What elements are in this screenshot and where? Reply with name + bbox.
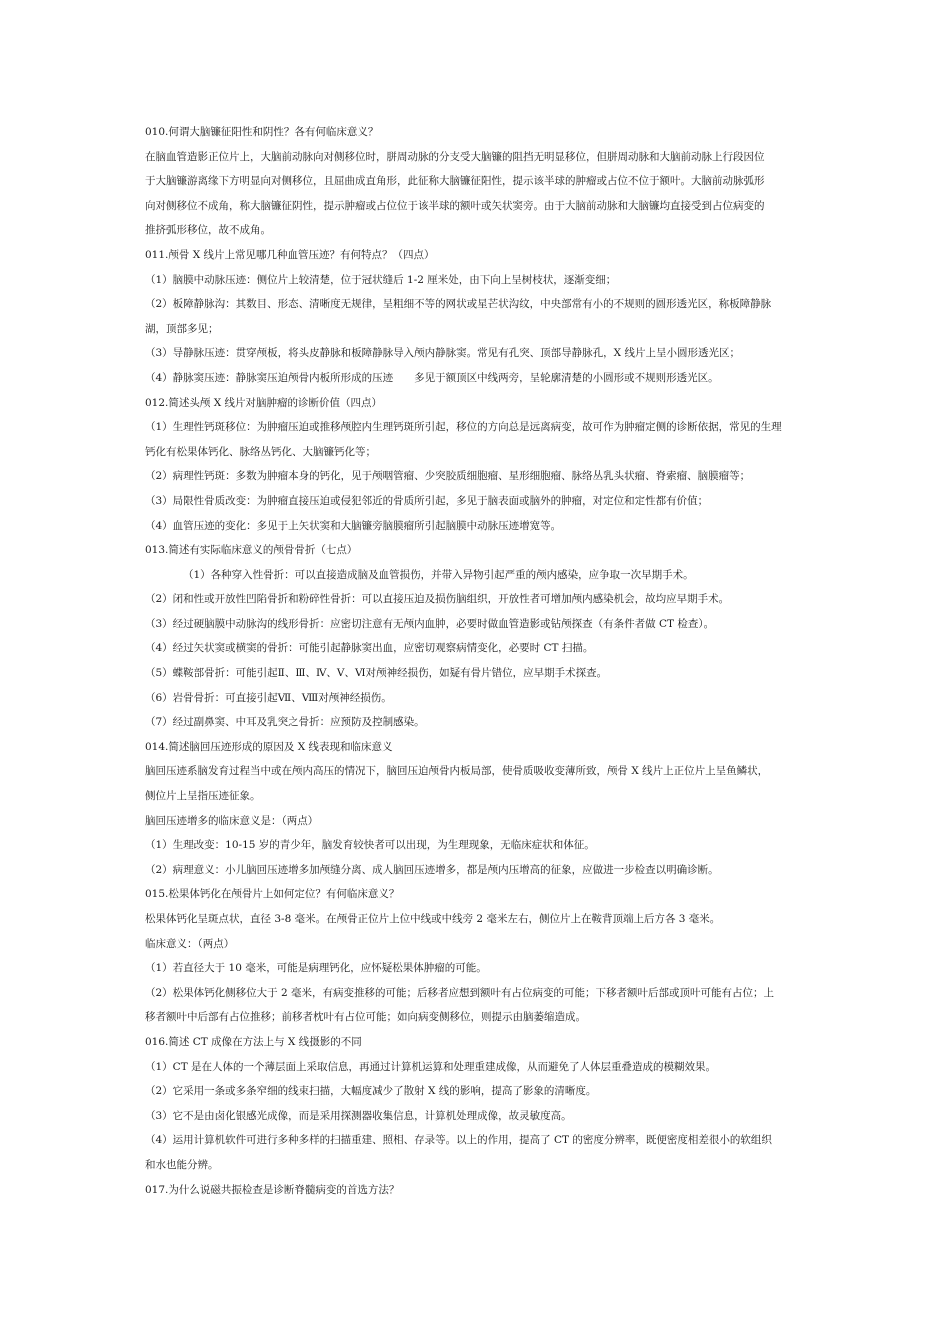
- answer-line: 推挤弧形移位，故不成角。: [145, 224, 271, 237]
- question-heading-015: 015.松果体钙化在颅骨片上如何定位？有何临床意义？: [145, 888, 400, 901]
- question-heading-014: 014.简述脑回压迹形成的原因及 X 线表现和临床意义: [145, 740, 393, 753]
- list-item: （6）岩骨骨折：可直接引起Ⅶ、Ⅷ对颅神经损伤。: [145, 691, 392, 704]
- list-item: （3）导静脉压迹：贯穿颅板，将头皮静脉和板障静脉导入颅内静脉窦。常见有孔突、顶部导静脉孔，X 线片上呈小圆形透光区；: [145, 347, 740, 360]
- list-item: （7）经过副鼻窦、中耳及乳突之骨折：应预防及控制感染。: [145, 716, 425, 729]
- list-item: 和水也能分辨。: [145, 1158, 219, 1171]
- list-item: 钙化有松果体钙化、脉络丛钙化、大脑镰钙化等；: [145, 445, 376, 458]
- question-heading-016: 016.简述 CT 成像在方法上与 X 线摄影的不同: [145, 1035, 362, 1048]
- list-item: （4）血管压迹的变化：多见于上矢状窦和大脑镰旁脑膜瘤所引起脑膜中动脉压迹增宽等。: [145, 519, 562, 532]
- list-item: （1）若直径大于 10 毫米，可能是病理钙化，应怀疑松果体肿瘤的可能。: [145, 962, 487, 975]
- list-item: （4）运用计算机软件可进行多种多样的扫描重建、照相、存录等。以上的作用，提高了 CT 的密度分辨率，既便密度相差很小的软组织: [145, 1134, 772, 1147]
- answer-line: 于大脑镰游离缘下方明显向对侧移位，且屈曲成直角形，此征称大脑镰征阳性，提示该半球的肿瘤或占位不位于额叶。大脑前动脉弧形: [145, 175, 765, 188]
- question-heading-013: 013.简述有实际临床意义的颅骨骨折（七点）: [145, 544, 358, 557]
- list-item: （1）生理性钙斑移位：为肿瘤压迫或推移颅腔内生理钙斑所引起，移位的方向总是远离病变，故可作为肿瘤定侧的诊断依据，常见的生理: [145, 421, 782, 434]
- list-item: （4）经过矢状窦或横窦的骨折：可能引起静脉窦出血，应密切观察病情变化，必要时 CT 扫描。: [145, 642, 594, 655]
- question-heading-017: 017.为什么说磁共振检查是诊断脊髓病变的首选方法？: [145, 1183, 400, 1196]
- list-item: （2）它采用一条或多条窄细的线束扫描，大幅度减少了散射 X 线的影响，提高了影象的清晰度。: [145, 1085, 597, 1098]
- list-item: （2）病理性钙斑：多数为肿瘤本身的钙化，见于颅咽管瘤、少突胶质细胞瘤、星形细胞瘤、脉络丛乳头状瘤、脊索瘤、脑膜瘤等；: [145, 470, 751, 483]
- answer-line: 松果体钙化呈斑点状，直径 3-8 毫米。在颅骨正位片上位中线或中线旁 2 毫米左右，侧位片上在鞍背顶端上后方各 3 毫米。: [145, 913, 721, 925]
- list-item: 湖，顶部多见；: [145, 322, 219, 335]
- question-heading-010: 010.何谓大脑镰征阳性和阴性？各有何临床意义？: [145, 126, 379, 138]
- answer-line: 侧位片上呈指压迹征象。: [145, 790, 261, 803]
- list-item: （1）各种穿入性骨折：可以直接造成脑及血管损伤，并带入异物引起严重的颅内感染，应争取一次早期手术。: [183, 568, 694, 581]
- answer-line: 向对侧移位不成角，称大脑镰征阴性，提示肿瘤或占位位于该半球的额叶或矢状窦旁。由于大脑前动脉和大脑镰均直接受到占位病变的: [145, 199, 765, 212]
- question-heading-011: 011.颅骨 X 线片上常见哪几种血管压迹？有何特点？（四点）: [145, 248, 435, 261]
- list-item: （2）病理意义：小儿脑回压迹增多加颅缝分离、成人脑回压迹增多，都是颅内压增高的征象，应做进一步检查以明确诊断。: [145, 863, 719, 876]
- list-item: （5）蝶鞍部骨折：可能引起Ⅱ、Ⅲ、Ⅳ、Ⅴ、Ⅵ对颅神经损伤，如疑有骨片错位，应早期手术探查。: [145, 667, 608, 680]
- list-item: （3）它不是由卤化银感光成像，而是采用探测器收集信息，计算机处理成像，故灵敏度高。: [145, 1109, 572, 1122]
- list-item: （1）脑膜中动脉压迹：侧位片上较清楚，位于冠状缝后 1-2 厘米处，由下向上呈树枝状，逐渐变细；: [145, 273, 617, 286]
- answer-line: 在脑血管造影正位片上，大脑前动脉向对侧移位时，胼周动脉的分支受大脑镰的阻挡无明显移位，但胼周动脉和大脑前动脉上行段因位: [145, 150, 765, 163]
- list-item: （3）经过硬脑膜中动脉沟的线形骨折：应密切注意有无颅内血肿，必要时做血管造影或钻颅探查（有条件者做 CT 检查）。: [145, 617, 715, 630]
- list-item: （2）板障静脉沟：其数目、形态、清晰度无规律，呈粗细不等的网状或星芒状沟纹，中央部常有小的不规则的圆形透光区，称板障静脉: [145, 298, 772, 311]
- answer-line: 脑回压迹增多的临床意义是：（两点）: [145, 814, 319, 827]
- question-heading-012: 012.简述头颅 X 线片对脑肿瘤的诊断价值（四点）: [145, 396, 383, 409]
- list-item: （1）生理改变：10-15 岁的青少年，脑发育较快者可以出现，为生理现象，无临床症状和体征。: [145, 839, 595, 852]
- answer-line: 脑回压迹系脑发育过程当中或在颅内高压的情况下，脑回压迫颅骨内板局部，使骨质吸收变薄所致，颅骨 X 线片上正位片上呈鱼鳞状，: [145, 765, 769, 778]
- list-item: （3）局限性骨质改变：为肿瘤直接压迫或侵犯邻近的骨质所引起，多见于脑表面或脑外的肿瘤，对定位和定性都有价值；: [145, 494, 709, 507]
- answer-line: 临床意义：（两点）: [145, 937, 235, 950]
- list-item: （2）松果体钙化侧移位大于 2 毫米，有病变推移的可能；后移者应想到额叶有占位病变的可能；下移者额叶后部或顶叶可能有占位；上: [145, 986, 775, 999]
- list-item: （4）静脉窦压迹：静脉窦压迫颅骨内板所形成的压迹 多见于额顶区中线两旁，呈轮廓清楚的小圆形或不规则形透光区。: [145, 371, 719, 384]
- list-item: 移者额叶中后部有占位推移；前移者枕叶有占位可能；如向病变侧移位，则提示由脑萎缩造成。: [145, 1011, 586, 1024]
- list-item: （2）闭和性或开放性凹陷骨折和粉碎性骨折：可以直接压迫及损伤脑组织，开放性者可增加颅内感染机会，故均应早期手术。: [145, 593, 730, 606]
- list-item: （1）CT 是在人体的一个薄层面上采取信息，再通过计算机运算和处理重建成像，从而避免了人体层重叠造成的模糊效果。: [145, 1060, 717, 1073]
- document-page: [145, 120, 809, 1202]
